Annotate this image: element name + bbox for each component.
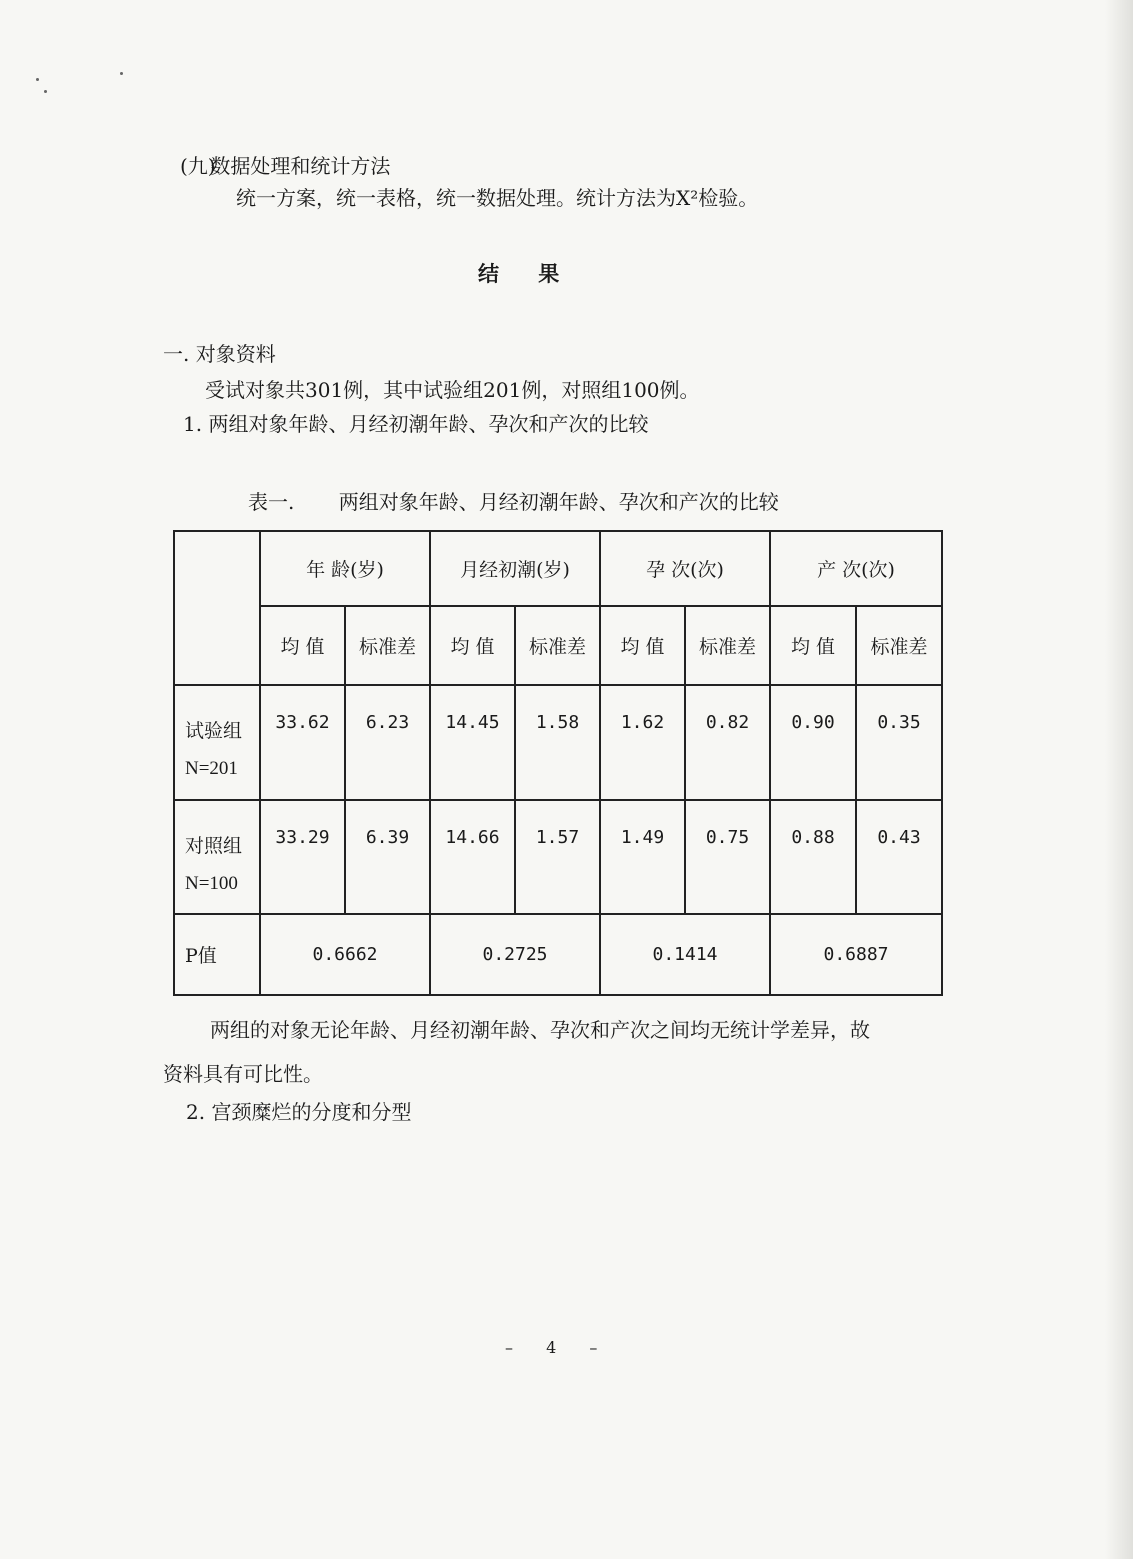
- table-corner-cell: [174, 531, 260, 685]
- table-cell: 33.29: [260, 800, 345, 913]
- row-header-test-group: [174, 685, 260, 800]
- table-row-p-values: [174, 914, 942, 995]
- column-header-gravidity: 孕 次(次): [600, 531, 770, 606]
- group-name: 试验组: [185, 719, 243, 742]
- results-title: 结 果: [478, 261, 576, 286]
- scan-speck: [36, 78, 39, 81]
- scan-edge-shadow: [1105, 0, 1133, 1559]
- section-9-title: 数据处理和统计方法: [210, 154, 391, 178]
- table-cell: 6.39: [345, 800, 430, 913]
- scan-speck: [44, 90, 47, 93]
- comparison-table: [173, 530, 943, 996]
- subheader-sd: 标准差: [856, 606, 942, 684]
- table-row-control-group: [174, 800, 942, 913]
- table-cell: 0.35: [856, 685, 942, 800]
- table-cell: 0.43: [856, 800, 942, 913]
- subheader-sd: 标准差: [515, 606, 600, 684]
- section-9-heading: [180, 150, 390, 179]
- table-cell: 1.58: [515, 685, 600, 800]
- table-cell: 14.66: [430, 800, 515, 913]
- part-1-intro: 受试对象共301例，其中试验组201例，对照组100例。: [205, 378, 700, 402]
- page-number: – 4 –: [505, 1338, 612, 1357]
- subheader-sd: 标准差: [345, 606, 430, 684]
- subheader-mean: 均 值: [260, 606, 345, 684]
- subheader-sd: 标准差: [685, 606, 770, 684]
- part-1-heading: 一. 对象资料: [163, 342, 276, 366]
- group-size: N=201: [185, 757, 238, 779]
- table-cell: 1.49: [600, 800, 685, 913]
- conclusion-line-2: 资料具有可比性。: [163, 1062, 323, 1086]
- item-2-heading: 2. 宫颈糜烂的分度和分型: [186, 1100, 412, 1124]
- table-cell: 0.82: [685, 685, 770, 800]
- p-value-menarche: 0.2725: [430, 914, 600, 995]
- table-caption: [248, 486, 779, 515]
- p-value-label: P值: [174, 914, 260, 995]
- subheader-mean: 均 值: [600, 606, 685, 684]
- table-cell: 6.23: [345, 685, 430, 800]
- p-value-parity: 0.6887: [770, 914, 942, 995]
- p-value-gravidity: 0.1414: [600, 914, 770, 995]
- table-cell: 1.57: [515, 800, 600, 913]
- p-value-age: 0.6662: [260, 914, 430, 995]
- table-cell: 1.62: [600, 685, 685, 800]
- section-9-body: 统一方案，统一表格，统一数据处理。统计方法为X²检验。: [236, 186, 759, 210]
- column-header-parity: 产 次(次): [770, 531, 942, 606]
- table-cell: 0.88: [770, 800, 856, 913]
- subheader-mean: 均 值: [770, 606, 856, 684]
- table-label: 表一.: [248, 490, 295, 514]
- section-9-marker: (九): [180, 154, 216, 178]
- table-caption-text: 两组对象年龄、月经初潮年龄、孕次和产次的比较: [338, 490, 779, 514]
- group-name: 对照组: [185, 835, 243, 858]
- table-row-test-group: [174, 685, 942, 800]
- column-header-age: 年 龄(岁): [260, 531, 430, 606]
- row-header-control-group: [174, 800, 260, 913]
- subheader-mean: 均 值: [430, 606, 515, 684]
- table-cell: 14.45: [430, 685, 515, 800]
- table-cell: 0.75: [685, 800, 770, 913]
- table-cell: 0.90: [770, 685, 856, 800]
- table-cell: 33.62: [260, 685, 345, 800]
- column-header-menarche: 月经初潮(岁): [430, 531, 600, 606]
- item-1-heading: 1. 两组对象年龄、月经初潮年龄、孕次和产次的比较: [183, 412, 649, 436]
- group-size: N=100: [185, 873, 238, 895]
- conclusion-line-1: 两组的对象无论年龄、月经初潮年龄、孕次和产次之间均无统计学差异，故: [210, 1018, 870, 1042]
- scan-speck: [120, 72, 123, 75]
